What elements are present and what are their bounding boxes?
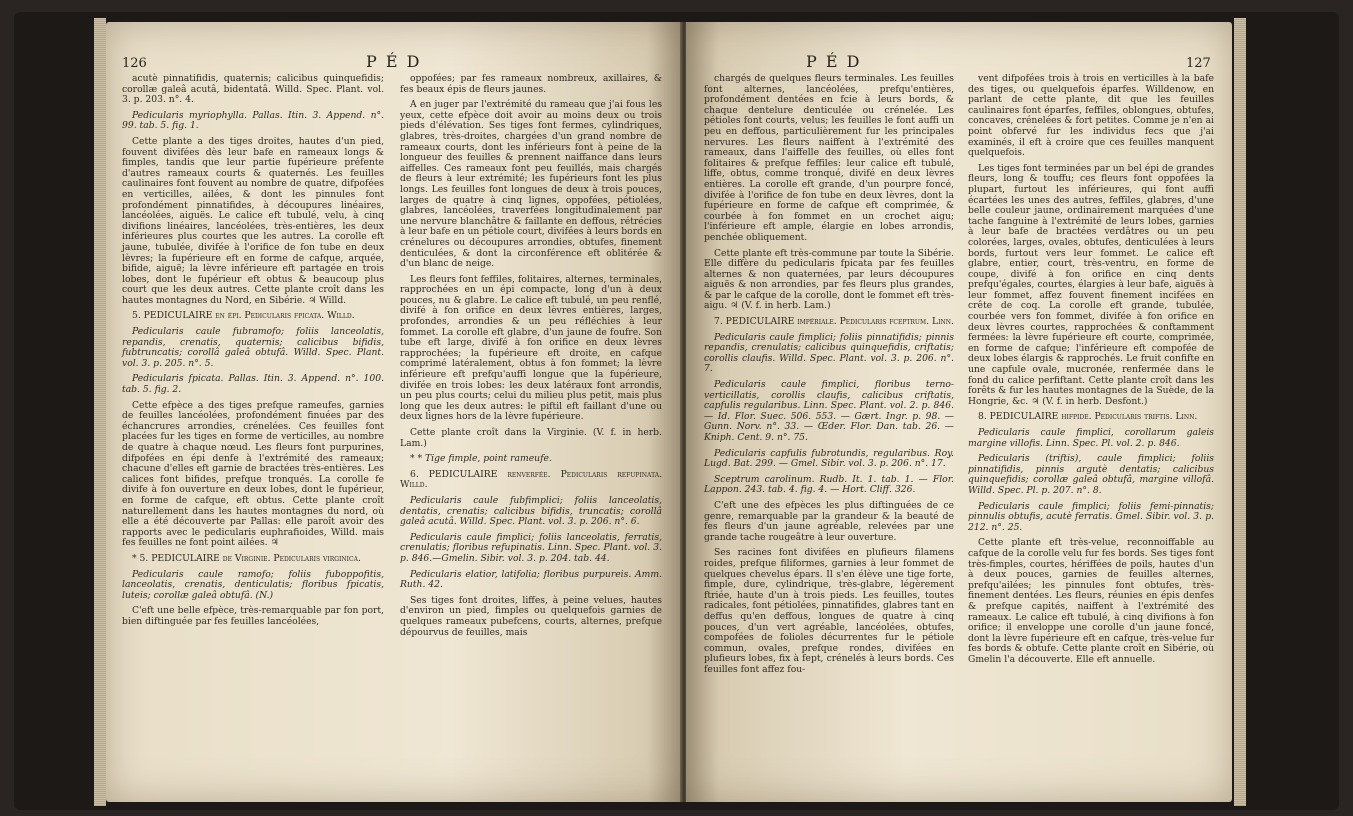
left-page-number: 126: [122, 56, 147, 71]
paragraph: C'eft une belle efpèce, très-remarquable par fon port, bien diftinguée par fes feuilles lancéolées,: [122, 605, 384, 627]
paragraph: Ses racines font divifées en plufieurs filamens roides, prefque filiformes, garnies à leur fommet de quelques chevelus épars. Il s'en élève une tige forte, fimple, dure, cylindrique, très-glabre, légèrement ftriée, haute d'un à trois pieds. Les feuilles, toutes radicales, font pétiolées, pinnatifides, glabres tant en deffus qu'en deffous, longues de quatre à cinq pouces, d'un vert agréable, lancéolées, obtufes, compofées de folioles décurrentes fur le pétiole commun, ovales, prefque rondes, divifées en plufieurs lobes, fix à fept, crénelés à leurs bords. Ces feuilles font affez fou-: [704, 547, 954, 675]
left-column-1: [122, 74, 384, 633]
paragraph: Pedicularis caule ramofo; foliis fuboppofitis, lanceolatis, crenatis, denticulatis; floribus fpicatis, luteis; corollæ galeâ obtufâ. (N.): [122, 568, 384, 601]
paragraph: Cette plante eft très-commune par toute la Sibérie. Elle diffère du pedicularis fpicata par fes feuilles alternes & non quaternées, par leurs découpures aiguës & non arrondies, par fes fleurs plus grandes, & par le cafque de la corolle, dont le fommet eft très-aigu. ♃ (V. f. in herb. Lam.): [704, 247, 954, 312]
paragraph: 5. PEDICULAIRE en épi. Pedicularis fpicata. Willd.: [132, 310, 355, 322]
paragraph: acutè pinnatifidis, quaternis; calicibus quinquefidis; corollæ galeâ acutâ, bidentatâ. Willd. Spec. Plant. vol. 3. p. 203. n°. 4.: [122, 73, 384, 106]
right-page-number: 127: [1186, 56, 1211, 71]
right-running-head: P É D: [806, 52, 862, 71]
paragraph: Pedicularis caule fimplici; foliis lanceolatis, ferratis, crenulatis; floribus refupinatis. Linn. Spec. Plant. vol. 3. p. 846.—Gmelin. Sibir. vol. 3. p. 204. tab. 44.: [400, 531, 662, 564]
right-column-1: [704, 74, 954, 680]
paragraph: Les tiges font terminées par un bel épi de grandes fleurs, long & touffu; ces fleurs font oppofées la plupart, furtout les inférieures, qui font auffi écartées les unes des autres, feffiles, glabres, d'une belle couleur jaune, ordinairement marquées d'une tache fanguine à l'extrémité de leurs lobes, garnies à leur bafe de bractées verdâtres ou un peu colorées, larges, ovales, obtufes, denticulées à leurs bords, furtout vers leur fommet. Le calice eft glabre, entier, court, très-ventru, en forme de coupe, divifé à fon orifice en cinq dents prefqu'égales, courtes, élargies à leur bafe, aiguës à leur fommet, affez fouvent finement incifées en crête de coq. La corolle eft grande, tubulée, courbée vers fon fommet, divifée à fon orifice en deux lèvres courtes, rapprochées & conftamment fermées: la lèvre fupérieure eft courte, comprimée, en forme de cafque; l'inférieure eft compofée de deux lobes élargis & rapprochés. Le fruit confifte en une capfule ovale, mucronée, renfermée dans le fond du calice perfiftant. Cette plante croît dans les forêts & fur les hautes montagnes de la Suède, de la Hongrie, &c. ♃ (V. f. in herb. Desfont.): [968, 162, 1214, 407]
paragraph: Sceptrum carolinum. Rudb. It. 1. tab. 1. — Flor. Lappon. 243. tab. 4. fig. 4. — Hort. Cliff. 326.: [704, 473, 954, 496]
open-book: [14, 12, 1339, 810]
paragraph: 7. PEDICULAIRE impériale. Pedicularis fceptrum. Linn.: [714, 316, 954, 328]
left-page: [106, 22, 682, 802]
paragraph: Pedicularis capfulis fubrotundis, regularibus. Roy. Lugd. Bat. 299. — Gmel. Sibir. vol. 3. p. 206. n°. 17.: [704, 447, 954, 470]
paragraph: chargés de quelques fleurs terminales. Les feuilles font alternes, lancéolées, prefqu'entières, profondément dentées en fcie à leurs bords, & chaque dentelure denticulée ou crénelée. Les pétioles font courts, velus; les feuilles le font auffi un peu en deffous, particulièrement fur les principales nervures. Les fleurs naiffent à l'extrémité des rameaux, dans l'aiffelle des feuilles, où elles font folitaires & prefque feffiles: leur calice eft tubulé, liffe, obtus, comme tronqué, divifé en deux lèvres entières. La corolle eft grande, d'un pourpre foncé, divifée à l'orifice de fon tube en deux lèvres, dont la fupérieure en forme de cafque eft comprimée, & courbée à fon fommet en un crochet aigu; l'inférieure eft ample, élargie en lobes arrondis, penchée obliquement.: [704, 73, 954, 243]
paragraph: Pedicularis caule fimplici; foliis pinnatifidis; pinnis repandis, crenulatis; calicibus quinquefidis, criftatis; corollis claufis. Willd. Spec. Plant. vol. 3. p. 206. n°. 7.: [704, 331, 954, 375]
paragraph: vent difpofées trois à trois en verticilles à la bafe des tiges, ou quelquefois éparfes. Willdenow, en parlant de cette plante, dit que les feuilles caulinaires font éparfes, feffiles, oblongues, obtufes, concaves, crénelées & fort petites. Comme je n'en ai point obfervé fur les individus fecs que j'ai examinés, il eft à croire que ces feuilles manquent quelquefois.: [968, 73, 1214, 159]
paragraph: Cette efpèce a des tiges prefque rameufes, garnies de feuilles lancéolées, profondément finuées par des échancrures arrondies, crénelées. Ces feuilles font placées fur les tiges en forme de verticilles, au nombre de quatre à chaque nœud. Les fleurs font purpurines, difpofées en épi denfe à l'extrémité des rameaux; chacune d'elles eft garnie de bractées très-entières. Les calices font bifides, prefque tronqués. La corolle fe divife à fon ouverture en deux lobes, dont le fupérieur, en forme de cafque, eft obtus. Cette plante croît naturellement dans les hautes montagnes du nord, où elle a été découverte par Pallas: elle paroît avoir des rapports avec le pedicularis euphrafioides, Willd. mais fes feuilles ne font point ailées. ♃: [122, 399, 384, 549]
paragraph: C'eft une des efpèces les plus diftinguées de ce genre, remarquable par la grandeur & la beauté de fes fleurs d'un jaune agréable, relevées par une grande tache rougeâtre à leur ouverture.: [704, 499, 954, 543]
paragraph: Ses tiges font droites, liffes, à peine velues, hautes d'environ un pied, fimples ou quelquefois garnies de quelques rameaux pubefcens, courts, alternes, prefque dépourvus de feuilles, mais: [400, 594, 662, 638]
right-column-2: [968, 74, 1214, 670]
paragraph: Pedicularis caule fimplici, corollarum galeis margine villofis. Linn. Spec. Pl. vol. 2. p. 846.: [968, 427, 1214, 449]
paragraph: * 5. PEDICULAIRE de Virginie. Pedicularis virginica.: [132, 552, 361, 564]
left-page-edges: [94, 18, 106, 806]
paragraph: 6. PEDICULAIRE renverfée. Pedicularis refupinata. Willd.: [400, 468, 662, 491]
paragraph: Les fleurs font feffiles, folitaires, alternes, terminales, rapprochées en un épi compacte, long d'un à deux pouces, nu & glabre. Le calice eft tubulé, un peu renflé, divifé à fon orifice en deux lèvres entières, larges, profondes, arrondies & un peu réfléchies à leur fommet. La corolle eft glabre, d'un jaune de foufre. Son tube eft large, divifé à fon orifice en deux lèvres rapprochées; la fupérieure eft droite, en cafque comprimé latéralement, obtus à fon fommet; la lèvre inférieure eft prefqu'auffi longue que la fupérieure, divifée en trois lobes: les deux latéraux font arrondis, un peu plus courts; celui du milieu plus petit, mais plus long que les deux autres: le piftil eft faillant d'une ou deux lignes hors de la lèvre fupérieure.: [400, 273, 662, 423]
paragraph: Cette plante eft très-velue, reconnoiffable au cafque de la corolle velu fur fes bords. Ses tiges font très-fimples, courtes, hériffées de poils, hautes d'un à deux pouces, garnies de feuilles alternes, prefqu'ailées; les pinnules font obtufes, très-finement dentées. Les fleurs, réunies en épis denfes & prefque capités, naiffent à l'extrémité des rameaux. Le calice eft tubulé, à cinq divifions à fon orifice; il enveloppe une corolle d'un jaune foncé, dont la lèvre fupérieure eft en cafque, très-velue fur fes bords & obtufe. Cette plante croît en Sibérie, où Gmelin l'a découverte. Elle eft annuelle.: [968, 537, 1214, 665]
paragraph: Pedicularis caule fubfimplici; foliis lanceolatis, dentatis, crenatis; calicibus bifidis, truncatis; corollâ galeâ acutâ. Willd. Spec. Plant. vol. 3. p. 206. n°. 6.: [400, 494, 662, 528]
paragraph: Cette plante a des tiges droites, hautes d'un pied, fouvent divifées dès leur bafe en rameaux longs & fimples, tandis que leur partie fupérieure préfente d'autres rameaux courts & quaternés. Les feuilles caulinaires font fouvent au nombre de quatre, difpofées en verticilles, ailées, & dont les pinnules font profondément pinnatifides, à découpures linéaires, lancéolées, aiguës. Le calice eft tubulé, velu, à cinq divifions linéaires, lancéolées, très-entières, les deux inférieures plus courtes que les autres. La corolle eft jaune, tubulée, divifée à l'orifice de fon tube en deux lèvres; la fupérieure eft en forme de cafque, arquée, bifide, aiguë; la lèvre inférieure eft partagée en trois lobes, dont le fupérieur eft obtus & beaucoup plus court que les deux autres. Cette plante croît dans les hautes montagnes du Nord, en Sibérie. ♃ Willd.: [122, 135, 384, 306]
left-column-2: [400, 74, 662, 643]
paragraph: Pedicularis caule fimplici, floribus terno-verticillatis, corollis claufis, calicibus criftatis, capfulis regularibus. Linn. Spec. Plant. vol. 2. p. 846. — Id. Flor. Suec. 506. 553. — Gært. Ingr. p. 98. — Gunn. Norv. n°. 33. — Œder. Flor. Dan. tab. 26. — Kniph. Cent. 9. n°. 75.: [704, 379, 954, 443]
right-page-edges: [1234, 18, 1246, 806]
paragraph: Cette plante croît dans la Virginie. (V. f. in herb. Lam.): [400, 427, 662, 449]
paragraph: Pedicularis caule fubramofo; foliis lanceolatis, repandis, crenatis, quaternis; calicibus bifidis, fubtruncatis; corollâ galeâ obtufâ. Willd. Spec. Plant. vol. 3. p. 205. n°. 5.: [122, 326, 384, 369]
paragraph: A en juger par l'extrémité du rameau que j'ai fous les yeux, cette efpèce doit avoir au moins deux ou trois pieds d'élévation. Ses tiges font fermes, cylindriques, glabres, très-droites, chargées d'un grand nombre de rameaux courts, dont les inférieurs font à peine de la longueur des feuilles & prennent naiffance dans leurs aiffelles. Ces rameaux font peu feuillés, mais chargés de fleurs à leur extrémité; les fupérieurs font les plus longs. Les feuilles font longues de deux à trois pouces, larges de quatre à cinq lignes, oppofées, pétiolées, glabres, lancéolées, traverfées longitudinalement par une nervure blanchâtre & faillante en deffous, rétrécies à leur bafe en un pétiole court, divifées à leurs bords en crénelures ou découpures arrondies, obtufes, finement denticulées, & dont la circonférence eft oblitérée & d'un blanc de neige.: [400, 99, 662, 270]
paragraph: Pedicularis fpicata. Pallas. Itin. 3. Append. n°. 100. tab. 5. fig. 2.: [122, 373, 384, 396]
paragraph: 8. PEDICULAIRE hifpide. Pedicularis triftis. Linn.: [978, 411, 1198, 423]
left-running-head: P É D: [366, 52, 422, 71]
paragraph: oppofées; par fes rameaux nombreux, axillaires, & fes beaux épis de fleurs jaunes.: [400, 73, 662, 95]
paragraph: * * Tige fimple, point rameufe.: [410, 453, 552, 465]
paragraph: Pedicularis (triftis), caule fimplici; foliis pinnatifidis, pinnis argutè dentatis; calicibus quinquefidis; corollæ galeâ obtufâ, margine villofâ. Willd. Spec. Pl. p. 207. n°. 8.: [968, 453, 1214, 496]
paragraph: Pedicularis elatior, latifolia; floribus purpureis. Amm. Ruth. 42.: [400, 568, 662, 591]
paragraph: Pedicularis caule fimplici; foliis femi-pinnatis; pinnulis obtufis, acutè ferratis. Gmel. Sibir. vol. 3. p. 212. n°. 25.: [968, 500, 1214, 533]
right-page: [686, 22, 1232, 802]
paragraph: Pedicularis myriophylla. Pallas. Itin. 3. Append. n°. 99. tab. 5. fig. 1.: [122, 109, 384, 132]
